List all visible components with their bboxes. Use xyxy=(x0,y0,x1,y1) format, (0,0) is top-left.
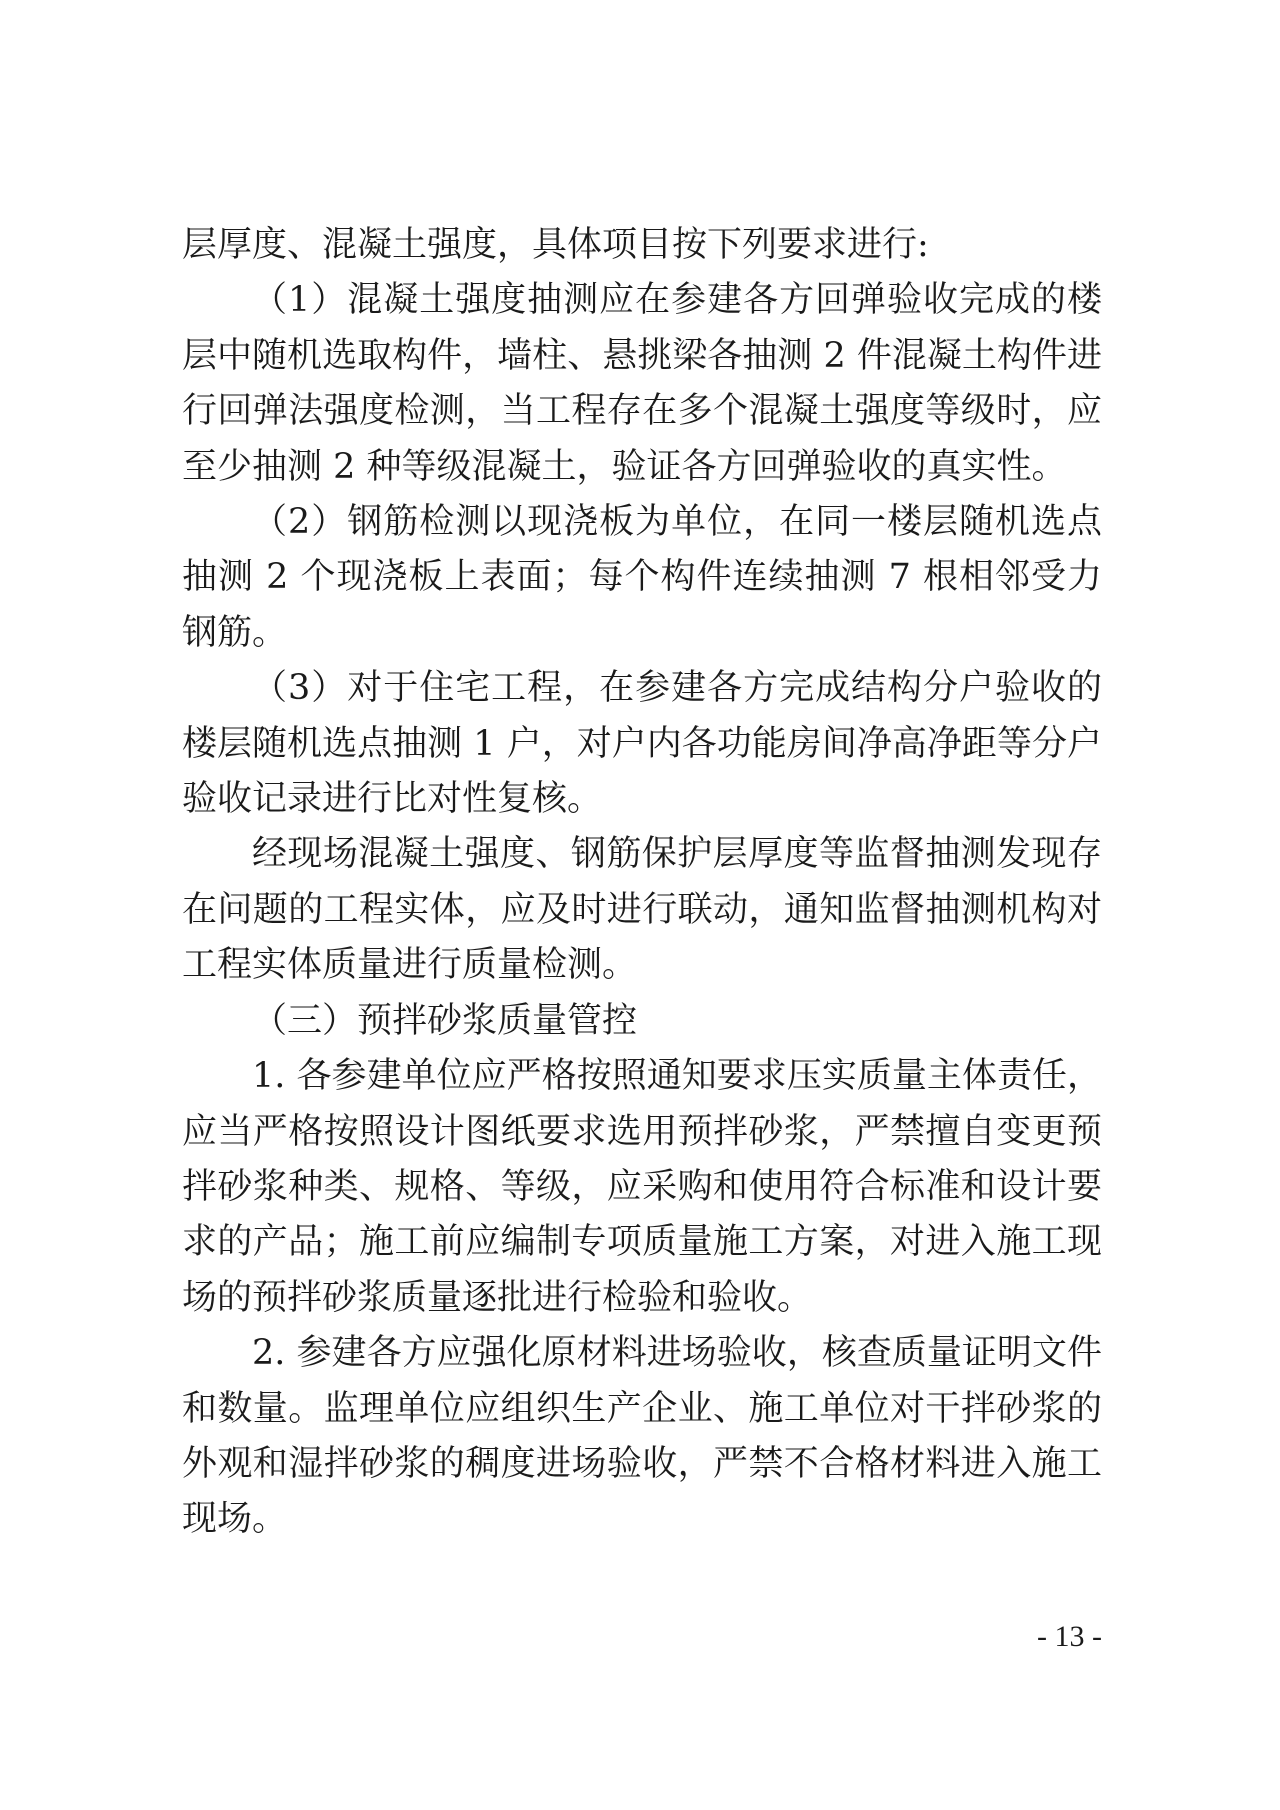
paragraph-linkage: 经现场混凝土强度、钢筋保护层厚度等监督抽测发现存在问题的工程实体，应及时进行联动，通知监督抽测机构对工程实体质量进行质量检测。 xyxy=(182,834,1102,986)
document-body xyxy=(182,218,1102,1548)
page-number: - 13 - xyxy=(1037,1620,1102,1653)
paragraph-item-3: （3）对于住宅工程，在参建各方完成结构分户验收的楼层随机选点抽测 1 户，对户内各功能房间净高净距等分户验收记录进行比对性复核。 xyxy=(182,668,1102,820)
paragraph-mortar-2: 2. 参建各方应强化原材料进场验收，核查质量证明文件和数量。监理单位应组织生产企业、施工单位对干拌砂浆的外观和湿拌砂浆的稠度进场验收，严禁不合格材料进入施工现场。 xyxy=(182,1333,1102,1540)
paragraph-item-2: （2）钢筋检测以现浇板为单位，在同一楼层随机选点抽测 2 个现浇板上表面；每个构件连续抽测 7 根相邻受力钢筋。 xyxy=(182,502,1102,653)
paragraph-mortar-1: 1. 各参建单位应严格按照通知要求压实质量主体责任，应当严格按照设计图纸要求选用预拌砂浆，严禁擅自变更预拌砂浆种类、规格、等级，应采购和使用符合标准和设计要求的产品；施工前应编制专项质量施工方案，对进入施工现场的预拌砂浆质量逐批进行检验和验收。 xyxy=(182,1056,1102,1318)
paragraph-item-1: （1）混凝土强度抽测应在参建各方回弹验收完成的楼层中随机选取构件，墙柱、悬挑梁各抽测 2 件混凝土构件进行回弹法强度检测，当工程存在多个混凝土强度等级时，应至少抽测 2 种等级混凝土，验证各方回弹验收的真实性。 xyxy=(182,280,1102,487)
section-heading: （三）预拌砂浆质量管控 xyxy=(252,1000,638,1041)
paragraph-continuation: 层厚度、混凝土强度，具体项目按下列要求进行: xyxy=(182,225,929,265)
